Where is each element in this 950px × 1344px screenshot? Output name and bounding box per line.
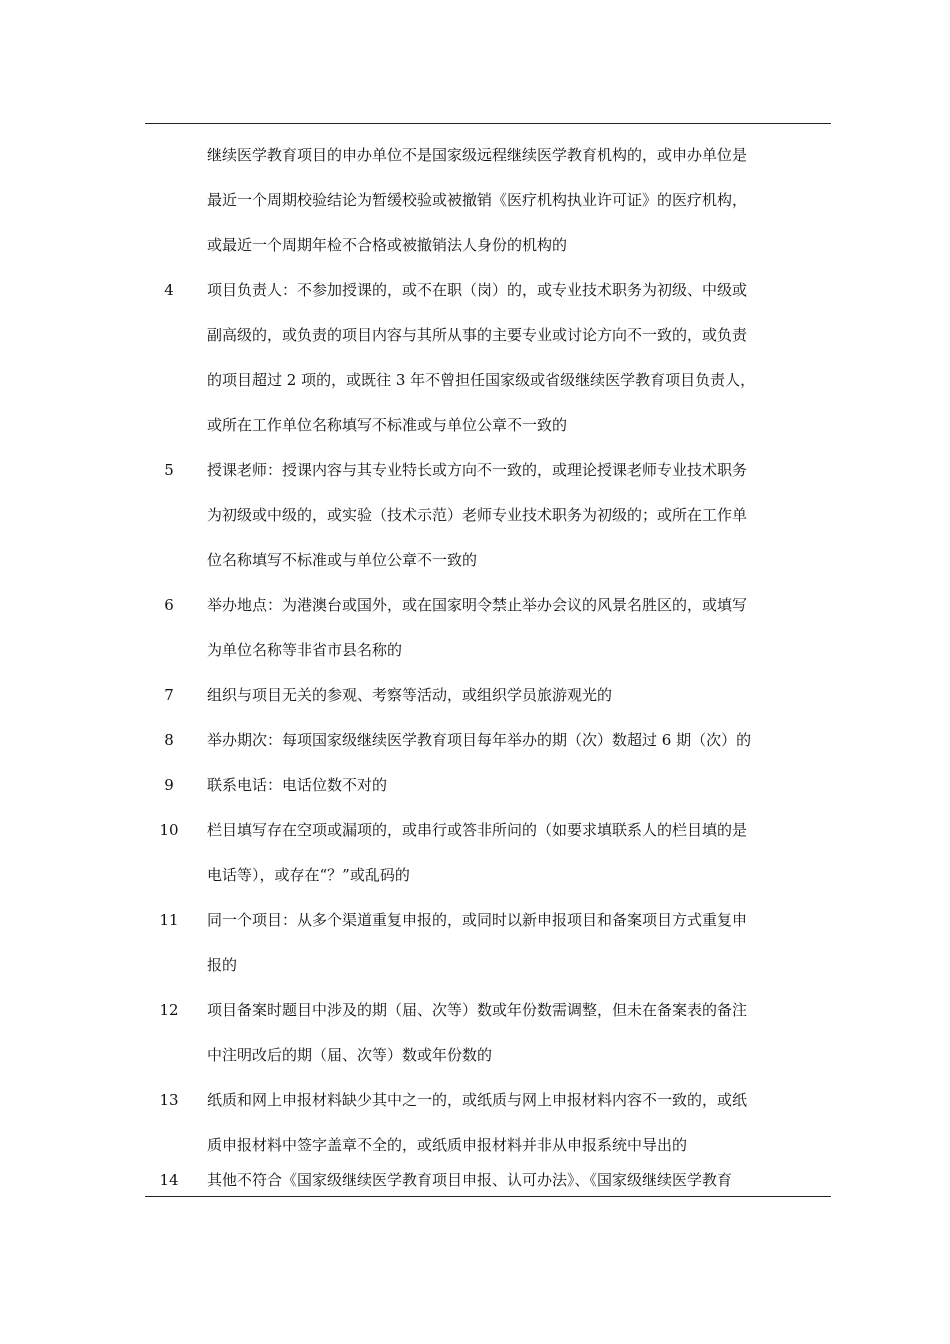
row-number: 7: [164, 686, 174, 704]
top-rule: [145, 123, 831, 124]
row-text-line: 质申报材料中签字盖章不全的，或纸质申报材料并非从申报系统中导出的: [207, 1136, 688, 1154]
row-number: 6: [164, 596, 174, 614]
row-number: 10: [159, 821, 179, 839]
row-text-line: 联系电话：电话位数不对的: [207, 776, 388, 794]
row-text-line: 报的: [207, 956, 238, 974]
row-text-line: 为初级或中级的，或实验（技术示范）老师专业技术职务为初级的；或所在工作单: [207, 506, 748, 524]
row-text-line: 项目负责人：不参加授课的，或不在职（岗）的，或专业技术职务为初级、中级或: [207, 281, 748, 299]
row-text-line: 栏目填写存在空项或漏项的，或串行或答非所问的（如要求填联系人的栏目填的是: [207, 821, 748, 839]
row-number: 9: [164, 776, 174, 794]
row-text-line: 授课老师：授课内容与其专业特长或方向不一致的，或理论授课老师专业技术职务: [207, 461, 748, 479]
row-number: 11: [159, 911, 179, 929]
row-number: 5: [164, 461, 174, 479]
row-text-line: 项目备案时题目中涉及的期（届、次等）数或年份数需调整，但未在备案表的备注: [207, 1001, 748, 1019]
bottom-rule: [145, 1196, 831, 1197]
row-text-line: 最近一个周期校验结论为暂缓校验或被撤销《医疗机构执业许可证》的医疗机构，: [207, 191, 748, 209]
row-number: 4: [164, 281, 174, 299]
row-text-line: 电话等），或存在“？”或乱码的: [207, 866, 410, 884]
row-text-line: 其他不符合《国家级继续医学教育项目申报、认可办法》、《国家级继续医学教育: [207, 1171, 733, 1189]
row-text-line: 举办期次：每项国家级继续医学教育项目每年举办的期（次）数超过 6 期（次）的: [207, 731, 752, 749]
row-text-line: 纸质和网上申报材料缺少其中之一的，或纸质与网上申报材料内容不一致的，或纸: [207, 1091, 748, 1109]
row-text-line: 副高级的，或负责的项目内容与其所从事的主要专业或讨论方向不一致的，或负责: [207, 326, 748, 344]
row-text-line: 或最近一个周期年检不合格或被撤销法人身份的机构的: [207, 236, 568, 254]
row-text-line: 为单位名称等非省市县名称的: [207, 641, 403, 659]
row-text-line: 继续医学教育项目的申办单位不是国家级远程继续医学教育机构的，或申办单位是: [207, 146, 748, 164]
row-number: 14: [159, 1171, 179, 1189]
row-text-line: 同一个项目：从多个渠道重复申报的，或同时以新申报项目和备案项目方式重复申: [207, 911, 748, 929]
row-text-line: 位名称填写不标准或与单位公章不一致的: [207, 551, 478, 569]
row-text-line: 举办地点：为港澳台或国外，或在国家明令禁止举办会议的风景名胜区的，或填写: [207, 596, 748, 614]
row-text-line: 中注明改后的期（届、次等）数或年份数的: [207, 1046, 493, 1064]
row-number: 8: [164, 731, 174, 749]
row-number: 12: [159, 1001, 179, 1019]
row-text-line: 组织与项目无关的参观、考察等活动，或组织学员旅游观光的: [207, 686, 613, 704]
row-text-line: 的项目超过 2 项的，或既往 3 年不曾担任国家级或省级继续医学教育项目负责人，: [207, 371, 756, 389]
row-text-line: 或所在工作单位名称填写不标准或与单位公章不一致的: [207, 416, 568, 434]
row-number: 13: [159, 1091, 179, 1109]
